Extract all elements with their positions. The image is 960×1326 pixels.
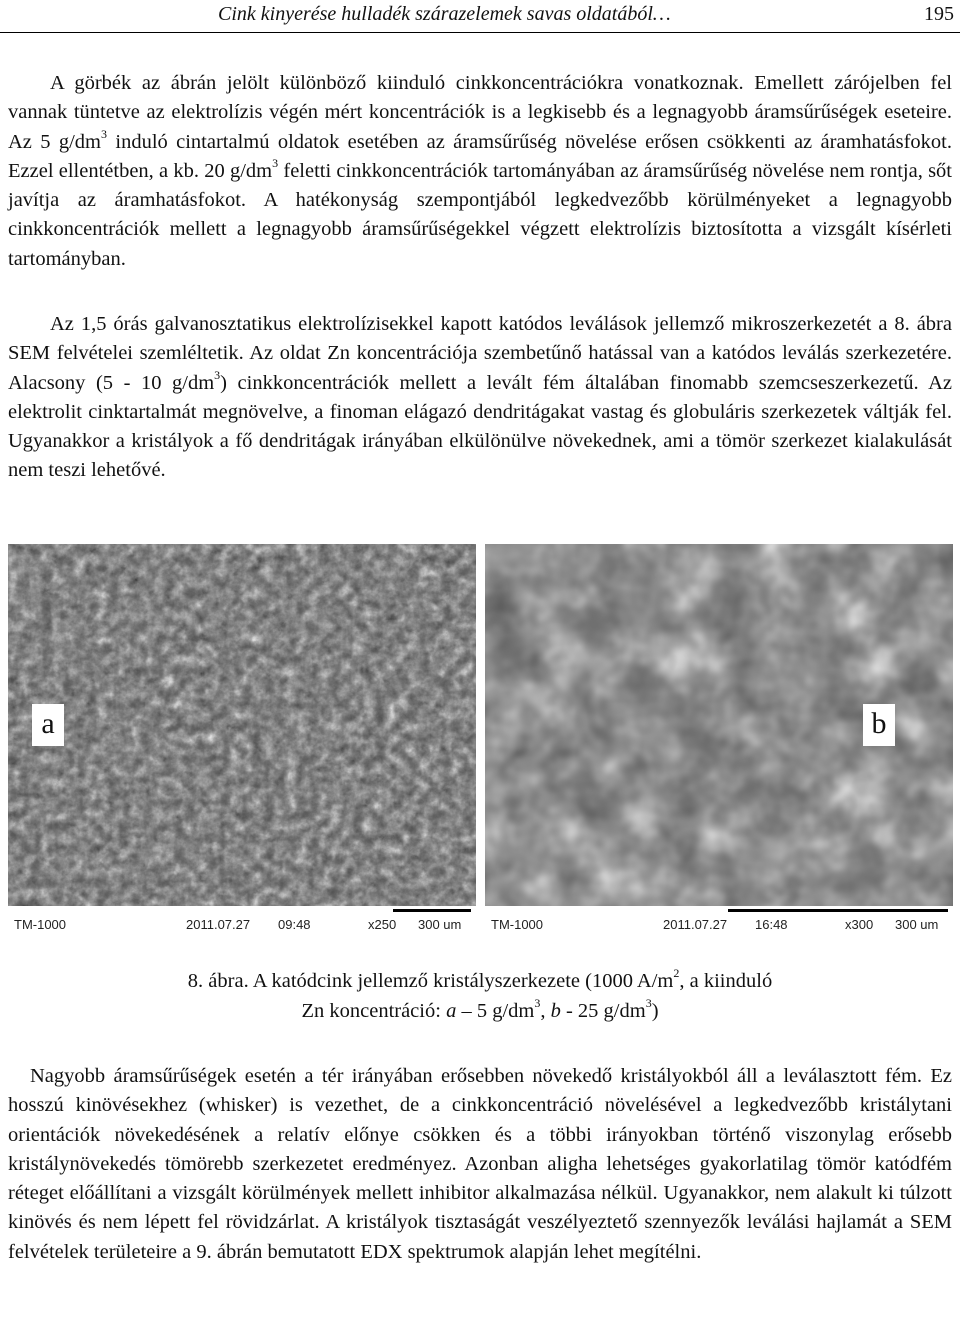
paragraph-3: Nagyobb áramsűrűségek esetén a tér irányában erősebben növekedő kristályokból áll a leválasztott fém. Ez hosszú kinövésekhez (whisker) is vezethet, de a cinkkoncentráció növelésével a legkedvezőbb kristálytani orientációk növekedésének a relatív előnye csökken és a többi irányokban történő viszonylag erősebb kristálynövekedés tömörebb szerkezetet eredményez. Azonban aligha lehetséges gyakorlatilag tömör katódfém réteget előállítani a vizsgált körülmények mellett inhibitor alkalmazása nélkül. Ugyanakkor, nem alakult ki túlzott kinövés és nem lépett fel rövidzárlat. A kristályok tisztaságát veszélyeztető szennyezők leválási hajlamát a SEM felvételek területeire a 9. ábrán bemutatott EDX spektrumok alapján lehet megítélni.	[8, 1065, 952, 1263]
scale-bar-a	[393, 909, 471, 912]
sem-info-bar-b	[485, 906, 953, 936]
scale-label-b: 300 um	[895, 917, 939, 932]
sem-image-b	[485, 544, 953, 936]
time-label-b: 16:48	[755, 917, 788, 932]
paragraph-2: Az 1,5 órás galvanosztatikus elektrolízisekkel kapott katódos leválások jellemző mikroszerkezetét a 8. ábra SEM felvételei szemléltetik. Az oldat Zn koncentrációja szembetűnő hatással van a katódos leválás szerkezetére. Alacsony (5 - 10 $g/dm^3$) cinkkoncentrációk mellett a levált fém általában finomabb szemcseszerkezetű. Az elektrolit cinktartalmát megnövelve, a finoman elágazó dendritágakat vastag és globuláris szerkezetek váltják fel. Ugyanakkor a kristályok a fő dendritágak irányában elkülönülve növekednek, ami a tömör szerkezet kialakulását nem teszi lehetővé.	[8, 313, 952, 482]
sem-image-a	[8, 544, 476, 936]
magnification-label-b: x300	[845, 917, 874, 932]
running-header	[0, 0, 960, 33]
panel-label-b: b	[863, 704, 895, 746]
sem-info-bar-a	[8, 906, 476, 936]
date-label-b: 2011.07.27	[663, 917, 728, 932]
scale-bar-b	[728, 909, 948, 912]
instrument-label-a: TM-1000	[14, 917, 67, 932]
magnification-label-a: x250	[368, 917, 397, 932]
date-label-a: 2011.07.27	[186, 917, 251, 932]
running-title: Cink kinyerése hulladék szárazelemek savas oldatából…	[218, 3, 671, 25]
figure-caption-line-1: 8. ábra. A katódcink jellemző kristályszerkezete (1000 $A/m^2$, a kiinduló	[187, 966, 773, 992]
instrument-label-b: TM-1000	[491, 917, 544, 932]
page-number: 195	[924, 3, 954, 25]
figure-caption-line-2: Zn koncentráció: a – 5 $g/dm^3$, b - 25 $g/dm^3$)	[301, 996, 659, 1022]
panel-label-a: a	[32, 704, 64, 746]
dendritic-structure-image	[8, 544, 476, 936]
time-label-a: 09:48	[278, 917, 311, 932]
scale-label-a: 300 um	[418, 917, 462, 932]
paragraph-1: A görbék az ábrán jelölt különböző kiinduló cinkkoncentrációkra vonatkoznak. Emellett zárójelben fel vannak tüntetve az elektrolízis végén mért koncentrációk is a legkisebb és a legnagyobb áramsűrűségek eseteire. Az 5 $g/dm^3$ induló cintartalmú oldatok esetében az áramsűrűség növelése erősen csökkenti az áramhatásfokot. Ezzel ellentétben, a kb. 20 $g/dm^3$ feletti cinkkoncentrációk tartományában az áramsűrűség növelése nem rontja, sőt javítja az áramhatásfokot. A hatékonyság szempontjából legkedvezőbb körülményeket a legnagyobb cinkkoncentrációk mellett a legnagyobb áramsűrűségekkel végzett elektrolízis biztosította a vizsgált kísérleti tartományban.	[8, 72, 953, 270]
